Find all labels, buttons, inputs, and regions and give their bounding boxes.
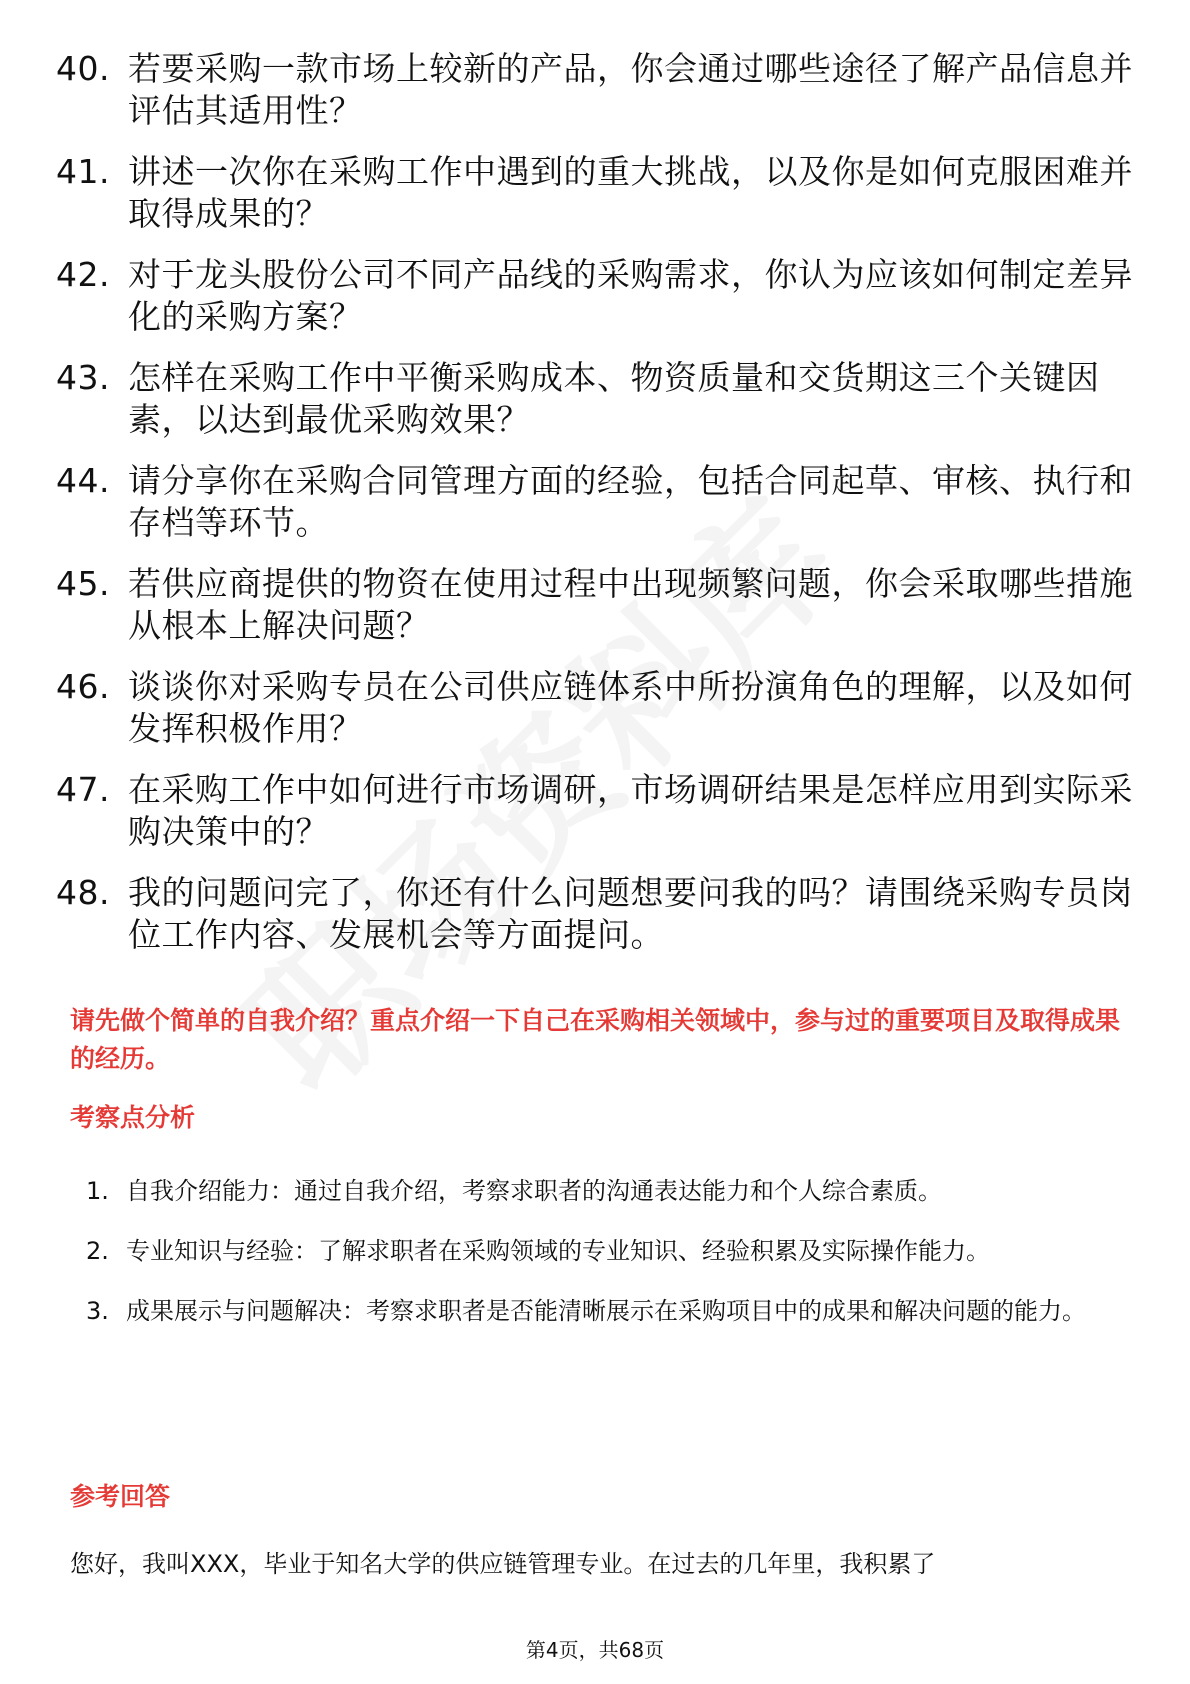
question-number: 43.	[56, 358, 110, 397]
list-item	[56, 357, 1136, 441]
page-footer: 第4页，共68页	[525, 1638, 665, 1662]
question-text: 对于龙头股份公司不同产品线的采购需求，你认为应该如何制定差异化的采购方案？	[128, 255, 1133, 336]
analysis-list	[86, 1163, 1126, 1343]
question-list	[56, 48, 1136, 975]
list-item	[56, 151, 1136, 235]
analysis-number: 3.	[86, 1297, 109, 1325]
question-number: 48.	[56, 873, 110, 912]
question-number: 42.	[56, 255, 110, 294]
analysis-text: 专业知识与经验：了解求职者在采购领域的专业知识、经验积累及实际操作能力。	[126, 1237, 990, 1265]
question-number: 40.	[56, 49, 110, 88]
list-item	[86, 1283, 1126, 1340]
question-text: 我的问题问完了，你还有什么问题想要问我的吗？请围绕采购专员岗位工作内容、发展机会等方面提问。	[128, 873, 1133, 954]
question-text: 请分享你在采购合同管理方面的经验，包括合同起草、审核、执行和存档等环节。	[128, 461, 1133, 542]
list-item	[56, 563, 1136, 647]
list-item	[56, 460, 1136, 544]
question-number: 44.	[56, 461, 110, 500]
question-text: 若供应商提供的物资在使用过程中出现频繁问题，你会采取哪些措施从根本上解决问题？	[128, 564, 1133, 645]
question-number: 47.	[56, 770, 110, 809]
featured-question: 请先做个简单的自我介绍？重点介绍一下自己在采购相关领域中，参与过的重要项目及取得成果的经历。	[70, 1006, 1121, 1073]
question-number: 46.	[56, 667, 110, 706]
list-item	[56, 872, 1136, 956]
question-text: 若要采购一款市场上较新的产品，你会通过哪些途径了解产品信息并评估其适用性？	[128, 49, 1133, 130]
question-text: 怎样在采购工作中平衡采购成本、物资质量和交货期这三个关键因素，以达到最优采购效果？	[128, 358, 1100, 439]
answer-paragraph: 您好，我叫XXX，毕业于知名大学的供应链管理专业。在过去的几年里，我积累了	[70, 1550, 936, 1578]
question-text: 谈谈你对采购专员在公司供应链体系中所扮演角色的理解，以及如何发挥积极作用？	[128, 667, 1133, 748]
list-item	[86, 1163, 1126, 1220]
list-item	[86, 1223, 1126, 1280]
list-item	[56, 48, 1136, 132]
analysis-heading: 考察点分析	[70, 1103, 196, 1132]
analysis-text: 自我介绍能力：通过自我介绍，考察求职者的沟通表达能力和个人综合素质。	[126, 1177, 942, 1205]
analysis-number: 2.	[86, 1237, 109, 1265]
answer-heading: 参考回答	[70, 1482, 171, 1511]
list-item	[56, 254, 1136, 338]
analysis-number: 1.	[86, 1177, 109, 1205]
question-text: 在采购工作中如何进行市场调研，市场调研结果是怎样应用到实际采购决策中的？	[128, 770, 1133, 851]
analysis-text: 成果展示与问题解决：考察求职者是否能清晰展示在采购项目中的成果和解决问题的能力。	[126, 1297, 1086, 1325]
question-number: 41.	[56, 152, 110, 191]
question-text: 讲述一次你在采购工作中遇到的重大挑战，以及你是如何克服困难并取得成果的？	[128, 152, 1133, 233]
list-item	[56, 666, 1136, 750]
question-number: 45.	[56, 564, 110, 603]
list-item	[56, 769, 1136, 853]
